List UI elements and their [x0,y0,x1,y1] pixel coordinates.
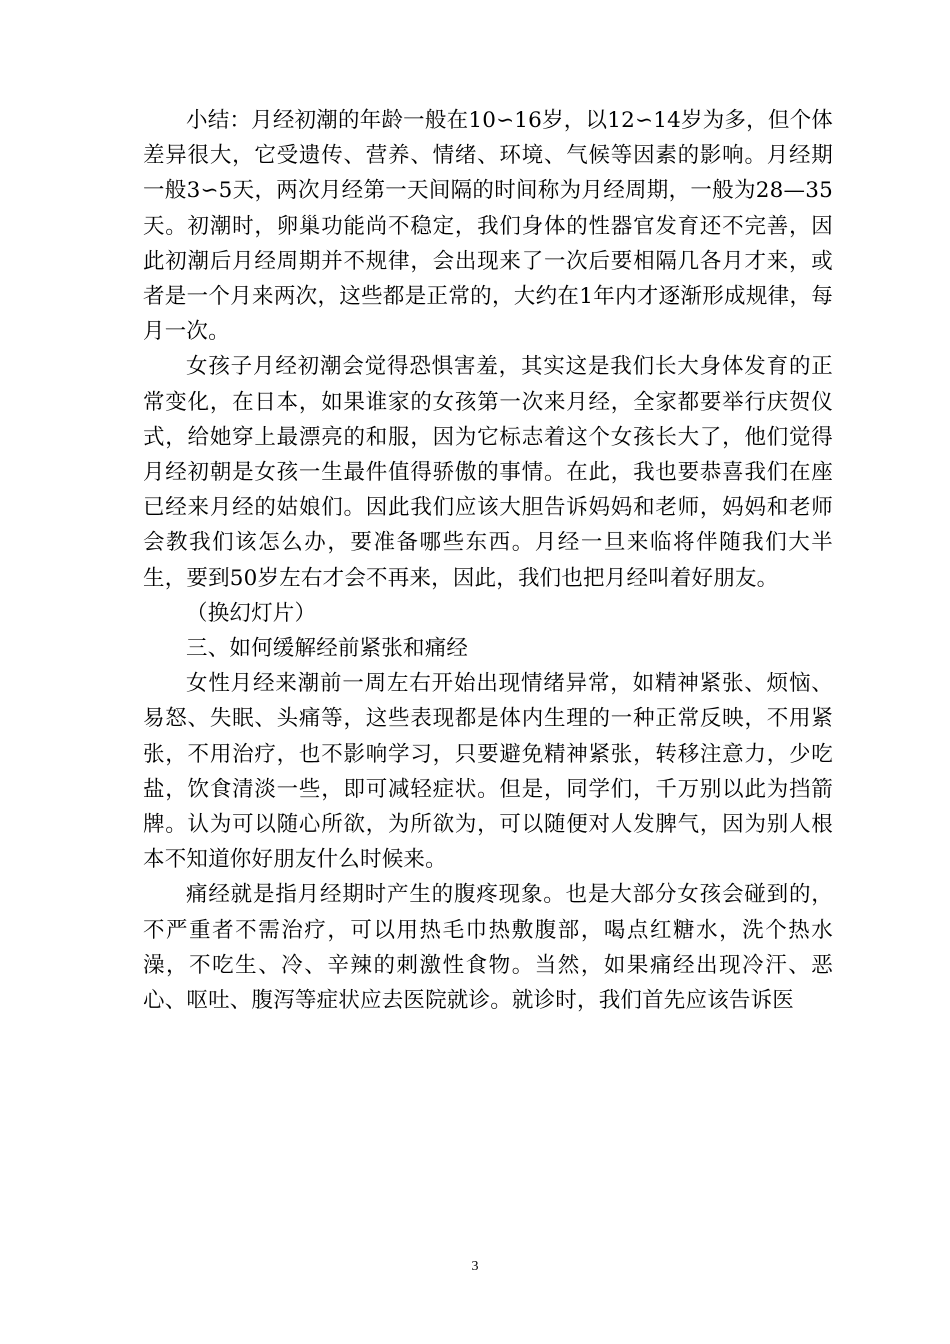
document-body [143,103,833,1018]
paragraph-menarche-feelings: 女孩子月经初潮会觉得恐惧害羞，其实这是我们长大身体发育的正常变化，在日本，如果谁家的女孩第一次来月经，全家都要举行庆贺仪式，给她穿上最漂亮的和服，因为它标志着这个女孩长大了，他们觉得月经初朝是女孩一生最件值得骄傲的事情。在此，我也要恭喜我们在座已经来月经的姑娘们。因此我们应该大胆告诉妈妈和老师，妈妈和老师会教我们该怎么办，要准备哪些东西。月经一旦来临将伴随我们大半生，要到50岁左右才会不再来，因此，我们也把月经叫着好朋友。 [143,354,833,591]
page-number: 3 [471,1259,479,1274]
paragraph-slide-note: （换幻灯片） [186,600,317,626]
paragraph-dysmenorrhea: 痛经就是指月经期时产生的腹疼现象。也是大部分女孩会碰到的，不严重者不需治疗，可以用热毛巾热敷腹部，喝点红糖水，洗个热水澡，不吃生、冷、辛辣的刺激性食物。当然，如果痛经出现冷汗、恶心、呕吐、腹泻等症状应去医院就诊。就诊时，我们首先应该告诉医 [143,882,833,1014]
paragraph-premenstrual-tension: 女性月经来潮前一周左右开始出现情绪异常，如精神紧张、烦恼、易怒、失眠、头痛等，这些表现都是体内生理的一种正常反映，不用紧张，不用治疗，也不影响学习，只要避免精神紧张，转移注意力，少吃盐，饮食清淡一些，即可减轻症状。但是，同学们，千万别以此为挡箭牌。认为可以随心所欲，为所欲为，可以随便对人发脾气，因为别人根本不知道你好朋友什么时候来。 [143,671,833,873]
section-heading: 三、如何缓解经前紧张和痛经 [186,636,469,662]
paragraph-summary: 小结：月经初潮的年龄一般在10∽16岁，以12∽14岁为多，但个体差异很大，它受遗传、营养、情绪、环境、气候等因素的影响。月经期一般3∽5天，两次月经第一天间隔的时间称为月经周期，一般为28—35天。初潮时，卵巢功能尚不稳定，我们身体的性器官发育还不完善，因此初潮后月经周期并不规律，会出现来了一次后要相隔几各月才来，或者是一个月来两次，这些都是正常的，大约在1年内才逐渐形成规律，每月一次。 [143,108,833,345]
